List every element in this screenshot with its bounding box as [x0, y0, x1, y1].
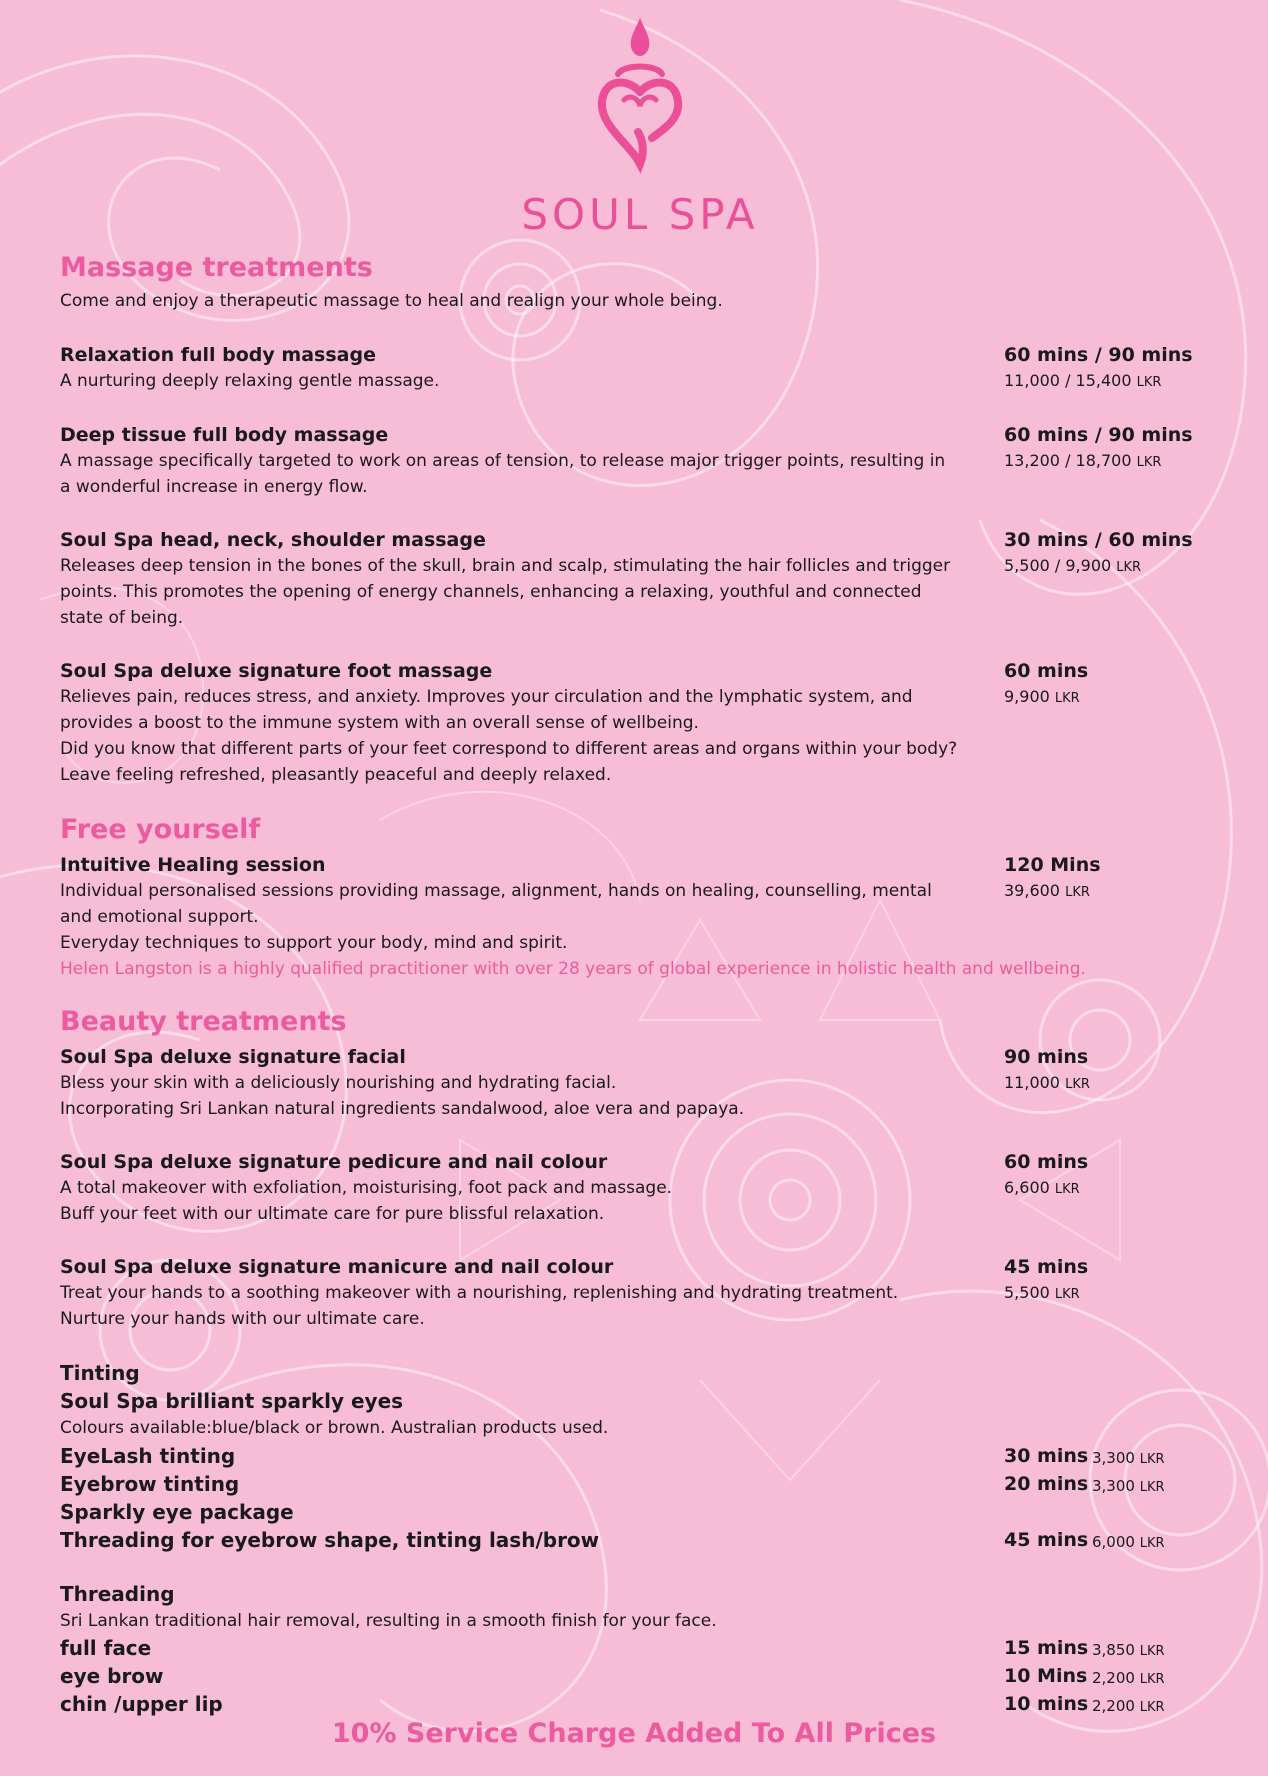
treatment-description: Bless your skin with a deliciously nourishing and hydrating facial. — [60, 1073, 617, 1093]
treatment-name: Soul Spa head, neck, shoulder massage — [60, 529, 486, 551]
massage-section-title: Massage treatments — [60, 252, 373, 283]
massage-item-relaxation — [60, 342, 1220, 394]
treatment-name: Soul Spa deluxe signature pedicure and nail colour — [60, 1151, 608, 1173]
massage-item-foot — [60, 658, 1220, 788]
massage-item-head-neck-shoulder — [60, 527, 1220, 631]
tinting-subtitle: Soul Spa brilliant sparkly eyes — [60, 1389, 404, 1413]
treatment-price: 13,200 / 18,700 LKR — [1004, 451, 1162, 470]
treatment-description: A total makeover with exfoliation, moisturising, foot pack and massage. — [60, 1178, 673, 1198]
treatment-price: 9,900 LKR — [1004, 687, 1080, 706]
treatment-description-extra: Incorporating Sri Lankan natural ingredients sandalwood, aloe vera and papaya. — [60, 1099, 745, 1119]
treatment-name: Intuitive Healing session — [60, 854, 326, 876]
price-block — [1004, 1044, 1224, 1098]
tinting-row-threading-combo: Threading for eyebrow shape, tinting lash/brow 45 mins 6,000 LKR — [60, 1528, 1165, 1552]
treatment-description-extra: Leave feeling refreshed, pleasantly peaceful and deeply relaxed. — [60, 765, 612, 785]
threading-row-eye-brow: eye brow 10 Mins 2,200 LKR — [60, 1664, 1165, 1688]
treatment-price: 11,000 LKR — [1004, 1073, 1090, 1092]
tinting-note: Colours available:blue/black or brown. Australian products used. — [60, 1418, 609, 1438]
threading-row-full-face: full face 15 mins 3,850 LKR — [60, 1636, 1165, 1660]
treatment-price: 6,600 LKR — [1004, 1178, 1080, 1197]
soul-heart-flame-icon — [590, 14, 690, 184]
treatment-duration: 60 mins — [1004, 1151, 1089, 1173]
brand-name: SOUL SPA — [521, 190, 759, 239]
price-block — [1004, 422, 1224, 476]
brand-logo — [500, 14, 780, 239]
tinting-row-sparkly-package: Sparkly eye package — [60, 1500, 294, 1524]
threading-row-chin-upper-lip: chin /upper lip 10 mins 2,200 LKR — [60, 1692, 1165, 1716]
treatment-name: Relaxation full body massage — [60, 344, 376, 366]
service-charge-footer: 10% Service Charge Added To All Prices — [331, 1718, 937, 1749]
beauty-item-facial — [60, 1044, 1220, 1122]
treatment-duration: 60 mins / 90 mins — [1004, 424, 1193, 446]
price-block — [1004, 1254, 1224, 1308]
price-block — [1004, 852, 1224, 906]
tinting-heading: Tinting — [60, 1361, 140, 1385]
treatment-name: Soul Spa deluxe signature facial — [60, 1046, 406, 1068]
treatment-duration: 60 mins — [1004, 660, 1089, 682]
treatment-description: A nurturing deeply relaxing gentle massage. — [60, 371, 440, 391]
price-block — [1004, 527, 1224, 581]
treatment-name: Soul Spa deluxe signature manicure and nail colour — [60, 1256, 614, 1278]
treatment-description-extra: Buff your feet with our ultimate care for pure blissful relaxation. — [60, 1204, 605, 1224]
treatment-name: Deep tissue full body massage — [60, 424, 389, 446]
treatment-description-extra: Everyday techniques to support your body, mind and spirit. — [60, 933, 568, 953]
treatment-description-extra: Nurture your hands with our ultimate care. — [60, 1309, 425, 1329]
treatment-description: Releases deep tension in the bones of the skull, brain and scalp, stimulating the hair follicles and trigger points. This promotes the opening of energy channels, enhancing a relaxing, youthful and connected state of being. — [60, 556, 951, 628]
price-block — [1004, 342, 1224, 396]
treatment-description: Treat your hands to a soothing makeover with a nourishing, replenishing and hydrating treatment. — [60, 1283, 899, 1303]
healing-session-item — [60, 852, 1220, 982]
massage-intro: Come and enjoy a therapeutic massage to heal and realign your whole being. — [60, 291, 723, 311]
treatment-duration: 60 mins / 90 mins — [1004, 344, 1193, 366]
treatment-description: A massage specifically targeted to work on areas of tension, to release major trigger points, resulting in a wonderful increase in energy flow. — [60, 451, 946, 497]
massage-item-deep-tissue — [60, 422, 1220, 500]
tinting-row-eyelash: EyeLash tinting 30 mins 3,300 LKR — [60, 1444, 1165, 1468]
tinting-row-eyebrow: Eyebrow tinting 20 mins 3,300 LKR — [60, 1472, 1165, 1496]
free-yourself-section-title: Free yourself — [60, 814, 261, 845]
treatment-duration: 90 mins — [1004, 1046, 1089, 1068]
price-block — [1004, 658, 1224, 712]
treatment-price: 5,500 / 9,900 LKR — [1004, 556, 1142, 575]
beauty-item-pedicure — [60, 1149, 1220, 1227]
treatment-description: Individual personalised sessions providing massage, alignment, hands on healing, counselling, mental and emotional support. — [60, 881, 932, 927]
treatment-price: 11,000 / 15,400 LKR — [1004, 371, 1162, 390]
treatment-duration: 30 mins / 60 mins — [1004, 529, 1193, 551]
treatment-description-extra: Did you know that different parts of your feet correspond to different areas and organs within your body? — [60, 739, 958, 759]
treatment-price: 5,500 LKR — [1004, 1283, 1080, 1302]
treatment-duration: 45 mins — [1004, 1256, 1089, 1278]
beauty-item-manicure — [60, 1254, 1220, 1332]
threading-heading: Threading — [60, 1582, 175, 1606]
practitioner-note: Helen Langston is a highly qualified practitioner with over 28 years of global experience in holistic health and wellbeing. — [60, 959, 1086, 979]
treatment-description: Relieves pain, reduces stress, and anxiety. Improves your circulation and the lymphatic system, and provides a boost to the immune system with an overall sense of wellbeing. — [60, 687, 913, 733]
price-block — [1004, 1149, 1224, 1203]
beauty-section-title: Beauty treatments — [60, 1006, 347, 1037]
treatment-price: 39,600 LKR — [1004, 881, 1090, 900]
treatment-name: Soul Spa deluxe signature foot massage — [60, 660, 493, 682]
threading-note: Sri Lankan traditional hair removal, resulting in a smooth finish for your face. — [60, 1611, 717, 1631]
treatment-duration: 120 Mins — [1004, 854, 1101, 876]
